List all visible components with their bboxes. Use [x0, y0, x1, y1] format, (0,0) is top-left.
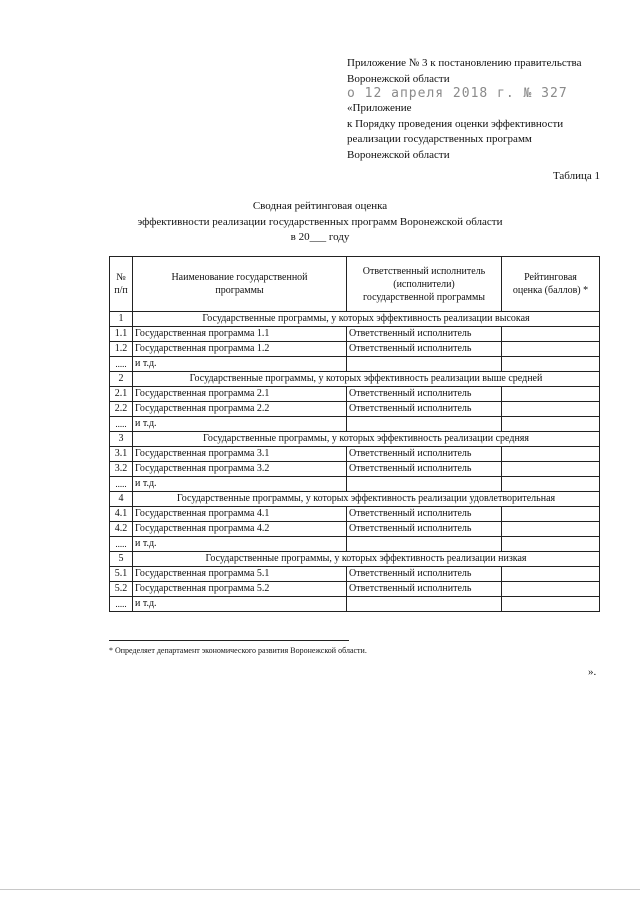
row-number: 1.1	[110, 327, 133, 342]
col-header-rating: Рейтинговая оценка (баллов) *	[502, 257, 600, 312]
group-row	[110, 372, 600, 387]
rating-cell	[502, 522, 600, 537]
rating-cell	[502, 387, 600, 402]
program-name: и т.д.	[133, 357, 347, 372]
executor-cell: Ответственный исполнитель	[347, 402, 502, 417]
executor-cell: Ответственный исполнитель	[347, 462, 502, 477]
program-name: Государственная программа 1.1	[133, 327, 347, 342]
etc-row	[110, 537, 600, 552]
group-title: Государственные программы, у которых эффективность реализации высокая	[133, 312, 600, 327]
executor-cell: Ответственный исполнитель	[347, 582, 502, 597]
table-row	[110, 462, 600, 477]
group-number: 5	[110, 552, 133, 567]
row-number: 4.1	[110, 507, 133, 522]
row-number: .....	[110, 597, 133, 612]
rating-cell	[502, 462, 600, 477]
rating-cell	[502, 582, 600, 597]
executor-cell	[347, 597, 502, 612]
rating-cell	[502, 342, 600, 357]
group-number: 3	[110, 432, 133, 447]
group-title: Государственные программы, у которых эффективность реализации удовлетворительная	[133, 492, 600, 507]
appendix-line: «Приложение	[347, 102, 412, 114]
table-row	[110, 522, 600, 537]
program-name: Государственная программа 4.1	[133, 507, 347, 522]
title-line: в 20___ году	[290, 231, 350, 243]
program-name: Государственная программа 2.1	[133, 387, 347, 402]
appendix-line: Приложение № 3 к постановлению правительства	[347, 57, 582, 69]
table-row	[110, 582, 600, 597]
program-name: Государственная программа 3.1	[133, 447, 347, 462]
table-row	[110, 567, 600, 582]
group-number: 2	[110, 372, 133, 387]
table-row	[110, 387, 600, 402]
rating-cell	[502, 537, 600, 552]
etc-row	[110, 357, 600, 372]
program-name: Государственная программа 2.2	[133, 402, 347, 417]
executor-cell: Ответственный исполнитель	[347, 447, 502, 462]
program-name: и т.д.	[133, 417, 347, 432]
etc-row	[110, 417, 600, 432]
executor-cell: Ответственный исполнитель	[347, 342, 502, 357]
etc-row	[110, 477, 600, 492]
group-row	[110, 552, 600, 567]
program-name: Государственная программа 5.1	[133, 567, 347, 582]
row-number: 3.2	[110, 462, 133, 477]
title-line: эффективности реализации государственных программ Воронежской области	[137, 215, 503, 228]
rating-cell	[502, 477, 600, 492]
appendix-line: реализации государственных программ	[347, 133, 532, 145]
table-row	[110, 507, 600, 522]
appendix-header	[347, 56, 627, 163]
group-number: 1	[110, 312, 133, 327]
rating-cell	[502, 357, 600, 372]
document-title	[0, 199, 640, 246]
group-title: Государственные программы, у которых эффективность реализации низкая	[133, 552, 600, 567]
closing-quote: ».	[588, 666, 597, 678]
executor-cell: Ответственный исполнитель	[347, 507, 502, 522]
executor-cell: Ответственный исполнитель	[347, 567, 502, 582]
table-row	[110, 342, 600, 357]
table-row	[110, 447, 600, 462]
executor-cell	[347, 417, 502, 432]
row-number: 4.2	[110, 522, 133, 537]
table-row	[110, 402, 600, 417]
rating-cell	[502, 417, 600, 432]
row-number: 5.2	[110, 582, 133, 597]
program-name: и т.д.	[133, 537, 347, 552]
program-name: Государственная программа 4.2	[133, 522, 347, 537]
row-number: 2.2	[110, 402, 133, 417]
program-name: Государственная программа 3.2	[133, 462, 347, 477]
program-name: Государственная программа 5.2	[133, 582, 347, 597]
row-number: .....	[110, 477, 133, 492]
col-header-executor: Ответственный исполнитель (исполнители) государственной программы	[347, 257, 502, 312]
footnote: * Определяет департамент экономического развития Воронежской области.	[109, 646, 367, 655]
table-number: Таблица 1	[552, 170, 600, 182]
group-title: Государственные программы, у которых эффективность реализации средняя	[133, 432, 600, 447]
row-number: .....	[110, 537, 133, 552]
row-number: 1.2	[110, 342, 133, 357]
rating-cell	[502, 597, 600, 612]
rating-table	[109, 256, 600, 612]
executor-cell	[347, 477, 502, 492]
row-number: 5.1	[110, 567, 133, 582]
footnote-separator	[109, 640, 349, 641]
group-row	[110, 492, 600, 507]
group-row	[110, 312, 600, 327]
group-number: 4	[110, 492, 133, 507]
appendix-line: Воронежской области	[347, 148, 450, 161]
title-line: Сводная рейтинговая оценка	[252, 200, 388, 212]
executor-cell	[347, 357, 502, 372]
executor-cell: Ответственный исполнитель	[347, 327, 502, 342]
rating-cell	[502, 507, 600, 522]
appendix-line: к Порядку проведения оценки эффективности	[347, 117, 564, 130]
rating-cell	[502, 447, 600, 462]
row-number: .....	[110, 417, 133, 432]
row-number: 3.1	[110, 447, 133, 462]
executor-cell	[347, 537, 502, 552]
col-header-num: № п/п	[110, 257, 133, 312]
col-header-name: Наименование государственной программы	[133, 257, 347, 312]
rating-cell	[502, 327, 600, 342]
program-name: Государственная программа 1.2	[133, 342, 347, 357]
group-title: Государственные программы, у которых эффективность реализации выше средней	[133, 372, 600, 387]
executor-cell: Ответственный исполнитель	[347, 522, 502, 537]
scan-edge-line	[0, 889, 640, 890]
row-number: .....	[110, 357, 133, 372]
table-header-row	[110, 257, 600, 312]
row-number: 2.1	[110, 387, 133, 402]
rating-cell	[502, 567, 600, 582]
rating-cell	[502, 402, 600, 417]
appendix-line: Воронежской области	[347, 72, 450, 85]
group-row	[110, 432, 600, 447]
etc-row	[110, 597, 600, 612]
table-row	[110, 327, 600, 342]
executor-cell: Ответственный исполнитель	[347, 387, 502, 402]
program-name: и т.д.	[133, 597, 347, 612]
registration-stamp: о 12 апреля 2018 г. № 327	[347, 86, 568, 101]
program-name: и т.д.	[133, 477, 347, 492]
